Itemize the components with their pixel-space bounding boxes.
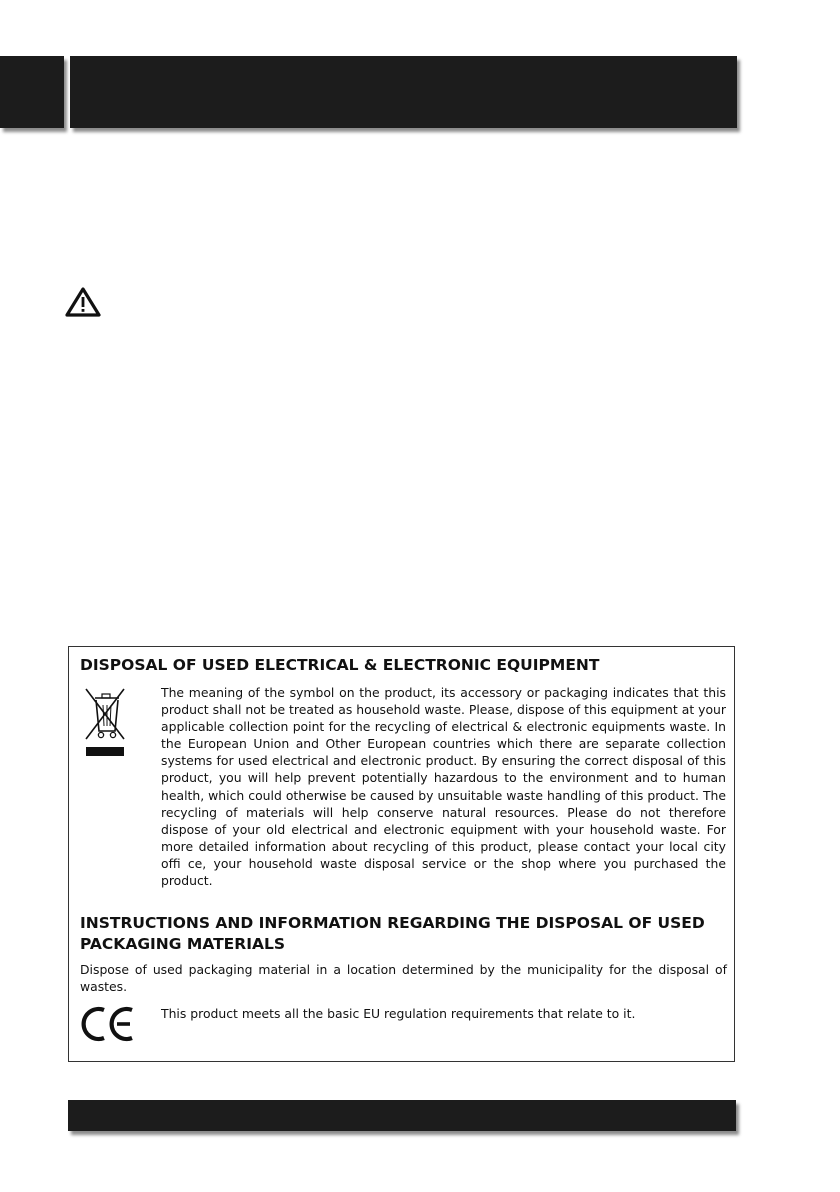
warning-triangle-icon — [65, 287, 101, 317]
ce-mark-icon — [80, 1004, 136, 1044]
header-tab-block — [0, 56, 64, 128]
packaging-heading: INSTRUCTIONS AND INFORMATION REGARDING THE DISPOSAL OF USED PACKAGING MATERIALS — [80, 914, 705, 953]
footer-bar — [68, 1100, 736, 1131]
ce-text: This product meets all the basic EU regulation requirements that relate to it. — [161, 1006, 636, 1021]
weee-heading: DISPOSAL OF USED ELECTRICAL & ELECTRONIC EQUIPMENT — [80, 656, 600, 674]
crossed-out-wheelie-bin-icon — [82, 685, 128, 759]
weee-text: The meaning of the symbol on the product, its accessory or packaging indicates that this product shall not be treated as household waste. Please, dispose of this equipment at your applicable collection point for the recycling of electrical & electronic equipments waste. In the European Union and Other European countries which there are separate collection systems for used electrical and electronic product. By ensuring the correct disposal of this product, you will help prevent potentially hazardous to the environment and to human health, which could otherwise be caused by unsuitable waste handling of this product. The recycling of materials will help conserve natural resources. Please do not therefore dispose of your old electrical and electronic equipment with your household waste. For more detailed information about recycling of this product, please contact your local city offi ce, your household waste disposal service or the shop where you purchased the product. — [161, 685, 726, 889]
packaging-text: Dispose of used packaging material in a location determined by the municipality for the disposal of wastes. — [80, 962, 727, 995]
header-bar — [70, 56, 737, 128]
disposal-notice-box — [68, 646, 735, 1062]
